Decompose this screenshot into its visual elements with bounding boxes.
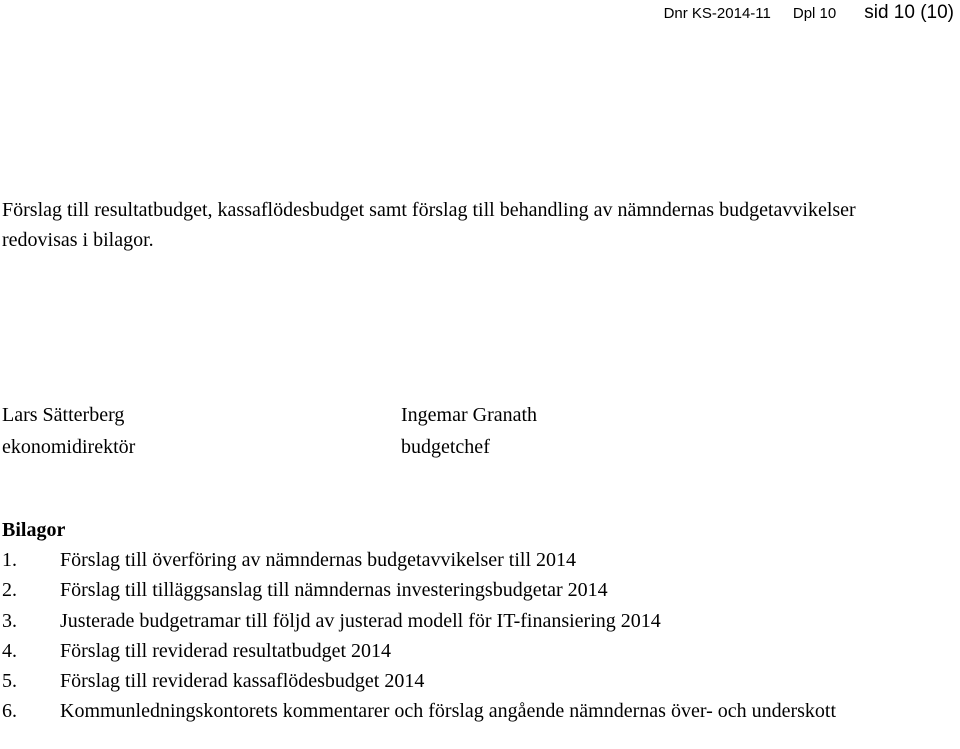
- attachment-number: 2.: [2, 579, 17, 602]
- attachment-title: Justerade budgetramar till följd av justerad modell för IT-finansiering 2014: [60, 609, 661, 632]
- attachment-title: Förslag till reviderad resultatbudget 2014: [60, 639, 392, 662]
- attachment-item: [2, 606, 902, 636]
- attachment-item: [2, 696, 902, 726]
- page-header: [664, 2, 954, 24]
- attachment-number: 1.: [2, 549, 17, 571]
- agenda-item-number: Dpl 10: [792, 5, 837, 22]
- attachment-number: 6.: [2, 700, 17, 723]
- attachment-item: [2, 575, 902, 605]
- signatory-title: ekonomidirektör: [2, 436, 136, 458]
- signatory-name: Ingemar Granath: [401, 404, 538, 426]
- attachment-number: 5.: [2, 670, 17, 693]
- page-number: sid 10 (10): [864, 2, 954, 23]
- attachment-title: Förslag till reviderad kassaflödesbudget 2014: [60, 670, 425, 693]
- attachment-title: Kommunledningskontorets kommentarer och förslag angående nämndernas över- och underskott: [60, 700, 837, 723]
- attachments-heading: Bilagor: [2, 519, 66, 541]
- signatory-title: budgetchef: [401, 436, 490, 458]
- attachment-item: [2, 666, 902, 696]
- signatory-name: Lars Sätterberg: [2, 404, 125, 426]
- attachment-item: [2, 636, 902, 666]
- attachments-list: [2, 545, 902, 727]
- attachments-section: [2, 515, 902, 727]
- attachment-item: [2, 545, 902, 575]
- intro-paragraph: Förslag till resultatbudget, kassaflödesbudget samt förslag till behandling av nämndernas budgetavvikelser redovisas i bilagor.: [2, 199, 856, 251]
- attachment-number: 4.: [2, 639, 17, 662]
- attachment-title: Förslag till tilläggsanslag till nämndernas investeringsbudgetar 2014: [60, 579, 608, 602]
- document-number: Dnr KS-2014-11: [663, 5, 771, 22]
- attachment-title: Förslag till överföring av nämndernas budgetavvikelser till 2014: [60, 549, 576, 571]
- signature-block-left: [2, 399, 135, 463]
- attachment-number: 3.: [2, 609, 17, 632]
- signature-block-right: [401, 399, 537, 463]
